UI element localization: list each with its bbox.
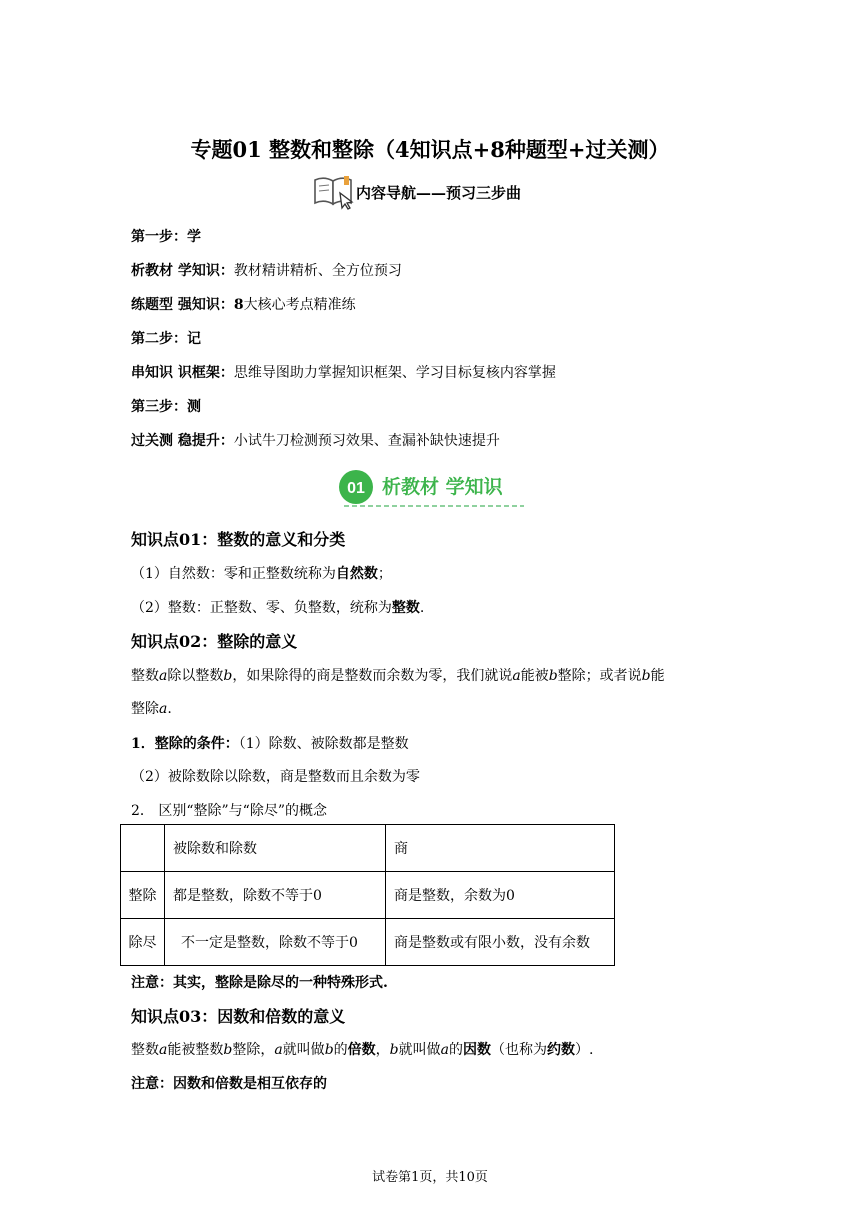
step2-label: 第二步：记 (131, 331, 201, 347)
table-cell: 都是整数，除数不等于0 (165, 872, 386, 919)
kp2-condition-label: 1．整除的条件： (131, 736, 239, 752)
table-cell: 整除 (121, 872, 165, 919)
table-cell: 除尽 (121, 919, 165, 966)
note-2: 注意：因数和倍数是相互依存的 (131, 1076, 327, 1092)
step1-item-b-bold: 练题型 强知识：8 (131, 297, 244, 313)
content-nav (312, 174, 521, 210)
kp3-text: 的 (448, 1042, 463, 1058)
kp3-text: 整除， (232, 1042, 275, 1058)
kp1-line2-pre: （2）整数：正整数、零、负整数，统称为 (131, 600, 392, 616)
step2-item-a-text: 思维导图助力掌握知识框架、学习目标复核内容掌握 (233, 365, 556, 381)
section-banner (338, 467, 528, 509)
kp1-line1-post: ； (377, 566, 392, 582)
kp3-text: 就叫做 (398, 1042, 441, 1058)
kp2-condition-text: （1）除数、被除数都是整数 (238, 736, 409, 752)
step2-item-a (131, 362, 556, 382)
note-1: 注意：其实，整除是除尽的一种特殊形式. (131, 975, 388, 991)
var-a: a (274, 1042, 283, 1058)
step1-item-b (131, 294, 356, 314)
banner-number: 01 (347, 480, 365, 497)
kp2-paragraph-line1 (131, 665, 665, 685)
kp1-line1-bold: 自然数 (335, 566, 378, 582)
var-b: b (389, 1042, 399, 1058)
var-b: b (548, 668, 558, 684)
kp2-text: 整除 (131, 701, 159, 717)
table-row (121, 872, 615, 919)
kp1-line2-bold: 整数 (391, 600, 420, 616)
kp2-title: 知识点02：整除的意义 (131, 632, 298, 651)
table-cell: 商是整数，余数为0 (386, 872, 615, 919)
kp2-text: ，如果除得的商是整数而余数为零，我们就说 (232, 668, 513, 684)
table-header-cell: 被除数和除数 (165, 825, 386, 872)
table-cell: 商是整数或有限小数，没有余数 (386, 919, 615, 966)
step1-item-a (131, 260, 402, 280)
kp2-diff-label: 2． 区别“整除”与“除尽”的概念 (131, 803, 327, 819)
kp3-bold-term: 因数 (462, 1042, 491, 1058)
kp1-line2-post: . (419, 600, 425, 616)
table-row (121, 825, 615, 872)
var-a: a (512, 668, 521, 684)
kp3-text: 整数 (131, 1042, 159, 1058)
banner-title: 析教材 学知识 (382, 476, 503, 498)
kp2-text: 整除；或者说 (557, 668, 642, 684)
kp1-line2 (131, 597, 424, 617)
page-footer: 试卷第1页，共10页 (372, 1170, 488, 1185)
kp2-text: 能被 (520, 668, 549, 684)
kp3-text: 的 (333, 1042, 348, 1058)
var-b: b (641, 668, 651, 684)
kp3-text: ， (375, 1042, 390, 1058)
kp2-text: 能 (650, 668, 665, 684)
var-a: a (440, 1042, 449, 1058)
step1-item-a-bold: 析教材 学知识： (131, 263, 234, 279)
book-pointer-icon (312, 174, 356, 210)
kp2-text: 整数 (131, 668, 159, 684)
kp2-condition-2: （2）被除数除以除数，商是整数而且余数为零 (131, 769, 420, 785)
kp3-text: 能被整数 (167, 1042, 224, 1058)
kp3-text: （也称为 (490, 1042, 547, 1058)
kp1-line1 (131, 563, 392, 583)
kp3-text: ）. (574, 1042, 594, 1058)
step3-item-a (131, 430, 500, 450)
var-b: b (223, 1042, 233, 1058)
step2-item-a-bold: 串知识 识框架： (131, 365, 234, 381)
comparison-table (120, 824, 615, 966)
step1-item-b-text: 大核心考点精准练 (243, 297, 356, 313)
kp3-bold-term: 约数 (546, 1042, 575, 1058)
var-a: a (159, 701, 168, 717)
table-row (121, 919, 615, 966)
page-title: 专题01 整数和整除（4知识点+8种题型+过关测） (190, 137, 670, 162)
var-a: a (159, 668, 168, 684)
table-header-cell: 商 (386, 825, 615, 872)
kp2-text: 除以整数 (167, 668, 224, 684)
step3-item-a-text: 小试牛刀检测预习效果、查漏补缺快速提升 (233, 433, 500, 449)
kp3-text: 就叫做 (282, 1042, 325, 1058)
kp2-paragraph-line2 (131, 698, 172, 718)
kp2-text: . (167, 701, 172, 717)
kp3-bold-term: 倍数 (347, 1042, 376, 1058)
kp2-condition-1 (131, 733, 409, 753)
var-b: b (223, 668, 233, 684)
kp3-paragraph (131, 1039, 593, 1059)
step1-label: 第一步：学 (131, 229, 201, 245)
table-cell (121, 825, 165, 872)
kp3-title: 知识点03：因数和倍数的意义 (131, 1007, 346, 1026)
kp1-title: 知识点01：整数的意义和分类 (131, 530, 346, 549)
var-a: a (159, 1042, 168, 1058)
step1-item-a-text: 教材精讲精析、全方位预习 (233, 263, 402, 279)
nav-title: 内容导航——预习三步曲 (356, 183, 522, 202)
kp1-line1-pre: （1）自然数：零和正整数统称为 (131, 566, 336, 582)
var-b: b (324, 1042, 334, 1058)
step3-label: 第三步：测 (131, 399, 201, 415)
step3-item-a-bold: 过关测 稳提升： (131, 433, 234, 449)
table-cell: 不一定是整数，除数不等于0 (165, 919, 386, 966)
